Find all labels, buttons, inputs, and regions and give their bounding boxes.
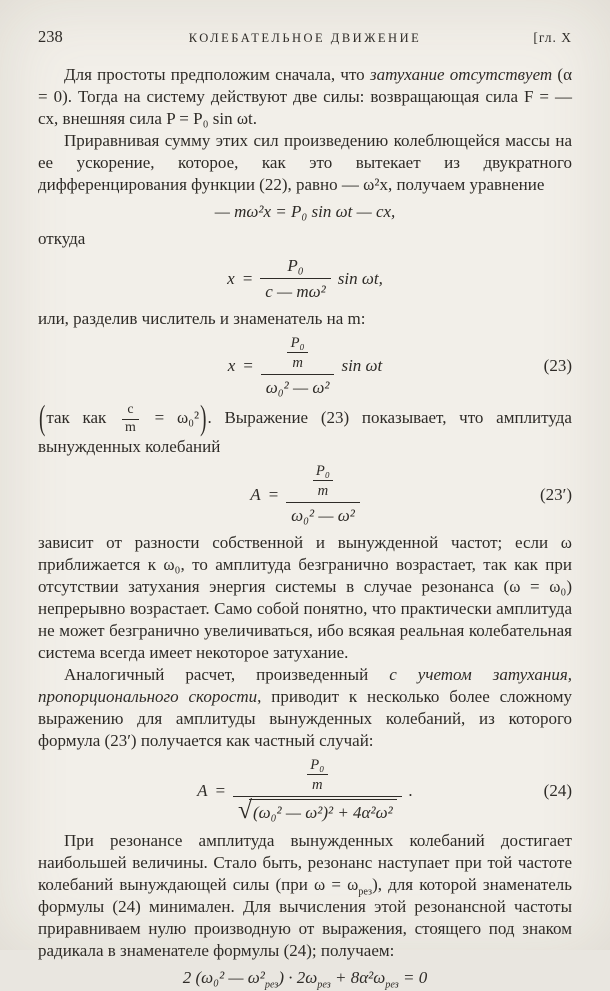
fraction-numerator [261, 335, 335, 376]
text-run: 2 (ω₀² — ω² [182, 968, 265, 988]
fraction-numerator: P₀ [313, 463, 334, 482]
fraction-denominator: ω₀² — ω² [265, 378, 330, 398]
fraction [261, 335, 335, 399]
subscript-rez: рез [264, 979, 279, 991]
math-lhs: A [197, 780, 208, 800]
inner-fraction [287, 335, 308, 373]
text-run: (α = 0). Тогда на систему действуют две силы: возвращающая сила F = — cx, внешняя сила P = P₀ sin ωt. [38, 65, 572, 128]
fraction-denominator: m [125, 420, 136, 435]
equation-label: (24) [543, 780, 572, 800]
math-tail: . [408, 780, 413, 800]
chapter-ref: [гл. X [533, 30, 572, 45]
running-title: КОЛЕБАТЕЛЬНОЕ ДВИЖЕНИЕ [188, 31, 422, 45]
right-parenthesis: ) [200, 399, 207, 438]
paragraph-tak-kak [38, 399, 572, 457]
fraction-denominator: m [312, 777, 323, 794]
equation-label: (23′) [539, 484, 572, 504]
equation-x-solution [38, 255, 572, 303]
inner-fraction [307, 757, 328, 795]
emphasis-damping-absent: затухание отсутствует [369, 65, 553, 84]
math-lhs: A [250, 484, 261, 504]
inline-fraction [122, 403, 139, 435]
paragraph-resonance-frequency [38, 830, 572, 962]
fraction-denominator: c — mω² [265, 282, 326, 302]
radical-sign: √ [237, 795, 252, 825]
math-term [183, 967, 427, 989]
subscript-rez: рез [358, 886, 373, 898]
text-run: , приводит к несколько более сложному выражению для амплитуды вынужденных колебаний, из которого формула (23′) получается как частный случай: [38, 686, 572, 750]
equals-sign: = [267, 484, 280, 504]
text-run: Для простоты предположим сначала, что [64, 65, 370, 84]
page-header [38, 26, 572, 49]
paragraph-otkuda: откуда [38, 229, 86, 248]
fraction-denominator: m [317, 483, 329, 500]
fraction [260, 255, 331, 303]
paragraph-equating-forces: Приравнивая сумму этих сил произведению колеблющейся массы на ее ускорение, которое, как это вытекает из двукратного дифференцирования функции (22), равно — ω²x, получаем уравнение [38, 131, 572, 194]
text-run: так как [46, 408, 120, 428]
fraction [233, 757, 402, 826]
math-expression: — mω²x = P₀ sin ωt — cx, [214, 202, 396, 221]
math-expression [250, 463, 360, 527]
math-lhs: x [227, 356, 236, 376]
math-expression [227, 255, 383, 303]
equation-label: (23) [543, 356, 572, 376]
text-run: При резонансе амплитуда вынужденных колебаний достигает наибольшей величины. Стало быть, резонанс наступает при той частоте колебаний вынуждающей силы (при ω = ω [38, 831, 572, 895]
fraction-denominator: m [292, 355, 303, 372]
inner-fraction [313, 463, 334, 501]
square-root [237, 795, 397, 825]
text-run: ), для которой знаменатель формулы (24) минимален. Для вычисления этой резонансной частоты приравниваем нулю производную от выражения, стоящего под знаком радикала в знаменателе формулы (24); получаем: [38, 875, 572, 961]
math-expression [197, 757, 413, 826]
emphasis-damping-proportional: с учетом затухания, пропорционального скорости [38, 664, 573, 706]
paragraph-with-damping [38, 664, 572, 752]
paragraph-no-damping [38, 64, 572, 130]
equation-23-prime [38, 463, 572, 527]
subscript-rez: рез [385, 979, 399, 991]
math-rhs: sin ωt, [337, 268, 383, 288]
text-run: Аналогичный расчет, произведенный [64, 664, 390, 684]
page-number: 238 [38, 27, 63, 46]
equation-of-motion [38, 201, 572, 223]
fraction-numerator: P₀ [307, 757, 328, 776]
text-run: + 8α²ω [330, 968, 386, 988]
fraction-numerator [286, 463, 360, 504]
fraction-denominator [233, 797, 402, 825]
fraction-numerator: P₀ [287, 335, 308, 354]
equals-sign: = [242, 356, 254, 376]
math-expression [183, 967, 427, 989]
text-run: = ω₀² [141, 408, 200, 428]
text-run: ) · 2ω [278, 968, 318, 988]
fraction-denominator: ω₀² — ω² [291, 506, 355, 526]
math-lhs: x [227, 268, 235, 288]
left-parenthesis: ( [39, 399, 46, 438]
math-expression [228, 335, 383, 399]
equals-sign: = [214, 780, 226, 800]
paragraph-resonance-growth: зависит от разности собственной и вынужденной частот; если ω приближается к ω₀, то амплитуда безгранично возрастает, так как при отсутствии затухания энергия системы в случае резонанса (ω = ω₀) непрерывно возрастает. Само собой понятно, что практически амплитуда не может безгранично увеличиваться, ибо всякая реальная колебательная система всегда имеет некоторое затухание. [38, 532, 572, 662]
fraction-numerator: c [122, 403, 139, 420]
equation-24 [38, 757, 572, 826]
text-run: . Выражение (23) показывает, что амплитуда вынужденных колебаний [38, 408, 572, 456]
radicand: (ω₀² — ω²)² + 4α²ω² [249, 799, 397, 823]
fraction [286, 463, 360, 527]
text-run: = 0 [398, 968, 428, 988]
paragraph-divide-by-m: или, разделив числитель и знаменатель на m: [38, 308, 366, 328]
subscript-rez: рез [317, 979, 331, 991]
equation-resonance-derivative [38, 967, 572, 989]
equals-sign: = [241, 268, 254, 288]
equation-23 [38, 335, 572, 399]
fraction-numerator [233, 757, 402, 798]
fraction-numerator: P₀ [260, 255, 331, 279]
math-rhs: sin ωt [341, 356, 383, 376]
